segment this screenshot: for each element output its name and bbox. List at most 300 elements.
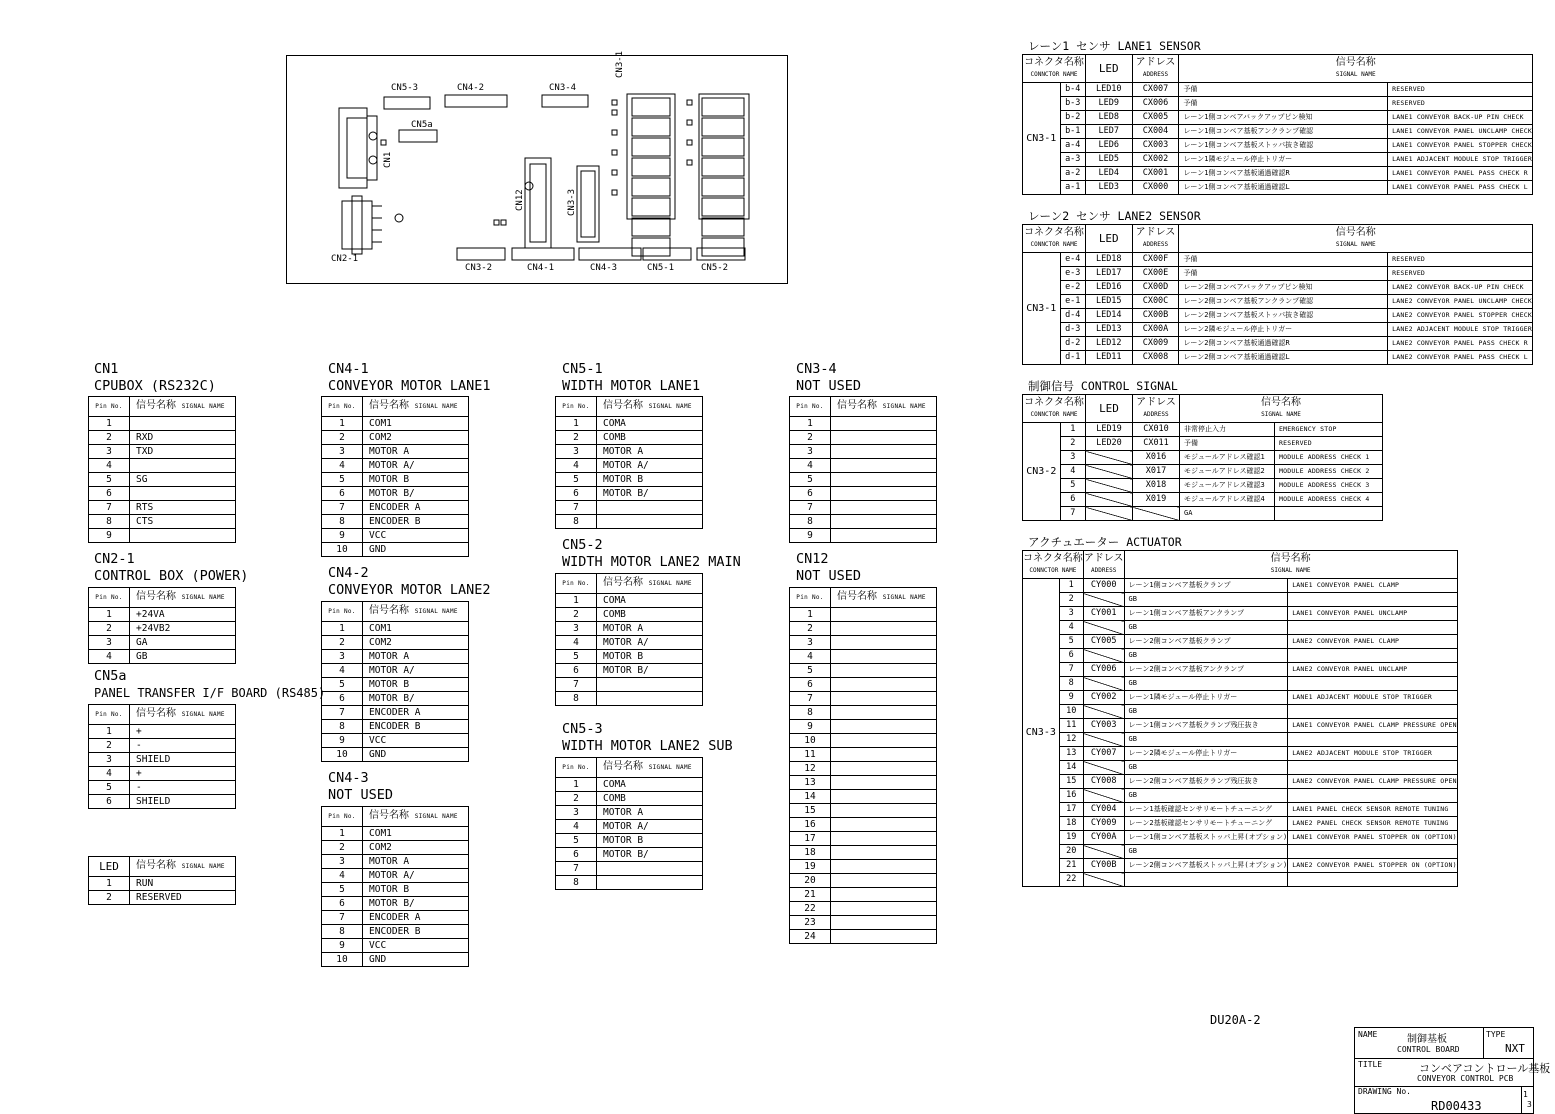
table-row	[790, 902, 937, 916]
led-id	[1086, 451, 1133, 465]
pin-number: 5	[556, 834, 597, 848]
pin-number: 8	[790, 515, 831, 529]
led-header: LED	[1086, 395, 1133, 423]
address-header-en: ADDRESS	[1091, 566, 1117, 574]
table-row	[322, 869, 469, 883]
address	[1083, 677, 1124, 691]
table-row	[790, 650, 937, 664]
signal-jp: モジュールアドレス確認1	[1180, 451, 1275, 465]
pin-id: 7	[1059, 663, 1083, 677]
pin-number: 15	[790, 804, 831, 818]
table-row	[1023, 593, 1458, 607]
pin-number: 7	[556, 862, 597, 876]
table-row	[89, 739, 236, 753]
signal-en: LANE2 CONVEYOR PANEL UNCLAMP CHECK	[1388, 295, 1533, 309]
address: X019	[1133, 493, 1180, 507]
table-row	[790, 664, 937, 678]
address: CX008	[1132, 351, 1179, 365]
signal-jp: モジュールアドレス確認3	[1180, 479, 1275, 493]
signal-en	[1275, 507, 1383, 521]
table-row	[1023, 761, 1458, 775]
table-row	[322, 650, 469, 664]
connector-header	[1023, 225, 1086, 253]
pin-id: 8	[1059, 677, 1083, 691]
table-row	[1023, 309, 1533, 323]
actuator-table	[1022, 550, 1458, 887]
table-row	[790, 431, 937, 445]
pin-id: 19	[1059, 831, 1083, 845]
pin-number: 9	[322, 734, 363, 748]
signal-name	[831, 902, 937, 916]
signal-header	[597, 397, 703, 417]
table-row	[1023, 747, 1458, 761]
signal-header-jp: 信号名称	[837, 400, 877, 411]
pin-id: e-4	[1060, 253, 1085, 267]
address: CY000	[1083, 579, 1124, 593]
signal-name: MOTOR B	[363, 678, 469, 692]
signal-name	[597, 876, 703, 890]
pin-id: 3	[1060, 451, 1085, 465]
pin-number: 7	[790, 692, 831, 706]
table-row	[556, 778, 703, 792]
table-row	[1023, 775, 1458, 789]
name-en: CONTROL BOARD	[1397, 1045, 1460, 1054]
table-row	[1023, 705, 1458, 719]
pin-id: d-4	[1060, 309, 1085, 323]
table-row	[1023, 817, 1458, 831]
signal-name	[831, 431, 937, 445]
table-row	[89, 650, 236, 664]
address: CX00E	[1132, 267, 1179, 281]
pin-number: 21	[790, 888, 831, 902]
signal-name: TXD	[130, 445, 236, 459]
title-en: CONVEYOR CONTROL PCB	[1417, 1074, 1514, 1083]
pin-id: 6	[1059, 649, 1083, 663]
signal-name	[831, 846, 937, 860]
signal-en	[1288, 649, 1458, 663]
signal-en: LANE1 CONVEYOR PANEL UNCLAMP CHECK	[1388, 125, 1533, 139]
pin-id: 15	[1059, 775, 1083, 789]
signal-header-jp: 信号名称	[369, 605, 409, 616]
address-header-jp: アドレス	[1083, 552, 1124, 564]
signal-name	[831, 501, 937, 515]
table-row	[322, 734, 469, 748]
pin-number: 2	[556, 608, 597, 622]
table-row	[322, 953, 469, 967]
pin-header	[790, 397, 831, 417]
signal-jp: レーン1側コンベア基板アンクランプ	[1124, 607, 1288, 621]
signal-name	[130, 487, 236, 501]
address: CX005	[1132, 111, 1179, 125]
table-row	[1023, 719, 1458, 733]
table-row	[89, 431, 236, 445]
address: CY005	[1083, 635, 1124, 649]
pcb-outline-graphic	[287, 56, 787, 283]
pin-number: 1	[89, 417, 130, 431]
pin-id: 16	[1059, 789, 1083, 803]
led-id: LED15	[1085, 295, 1132, 309]
pin-id: e-3	[1060, 267, 1085, 281]
pin-number: 6	[89, 795, 130, 809]
signal-header	[1124, 551, 1457, 579]
table-row	[790, 515, 937, 529]
signal-name: COMB	[597, 608, 703, 622]
signal-en: RESERVED	[1388, 97, 1533, 111]
signal-header	[1179, 225, 1533, 253]
board-label: CN1	[383, 151, 393, 168]
pin-number: 8	[322, 515, 363, 529]
pin-number: 22	[790, 902, 831, 916]
signal-name: MOTOR B	[363, 473, 469, 487]
table-row	[790, 818, 937, 832]
table-row	[1023, 649, 1458, 663]
signal-jp: レーン1隣モジュール停止トリガー	[1179, 153, 1388, 167]
signal-header-en: SIGNAL NAME	[414, 608, 458, 615]
signal-jp: レーン1側コンベア基板アンクランプ確認	[1179, 125, 1388, 139]
type-label: TYPE	[1486, 1030, 1506, 1039]
pin-header-label: Pin No.	[562, 580, 590, 587]
signal-name	[831, 692, 937, 706]
led-id: LED13	[1085, 323, 1132, 337]
address	[1083, 705, 1124, 719]
pin-number: 2	[322, 636, 363, 650]
signal-header-en: SIGNAL NAME	[414, 403, 458, 410]
cn43-pin-table	[321, 806, 469, 967]
table-row	[1023, 451, 1383, 465]
board-label: CN5-2	[701, 263, 729, 273]
pin-number: 3	[556, 622, 597, 636]
signal-name: COMB	[597, 792, 703, 806]
cn34-pin-table	[789, 396, 937, 543]
table-row	[1023, 845, 1458, 859]
table-row	[322, 664, 469, 678]
led-header: LED	[1085, 55, 1132, 83]
pin-number: 6	[556, 664, 597, 678]
pin-number: 5	[556, 473, 597, 487]
cn34-heading: CN3-4 NOT USED	[796, 361, 862, 394]
table-row	[790, 790, 937, 804]
signal-name	[831, 874, 937, 888]
pin-number: 2	[89, 739, 130, 753]
address	[1083, 593, 1124, 607]
cn5a-heading: CN5a PANEL TRANSFER I/F BOARD (RS485)	[94, 668, 326, 700]
signal-jp: レーン2側コンベア基板アンクランプ確認	[1179, 295, 1388, 309]
signal-en: LANE1 ADJACENT MODULE STOP TRIGGER	[1288, 691, 1458, 705]
table-row	[790, 776, 937, 790]
pin-number: 19	[790, 860, 831, 874]
address	[1083, 761, 1124, 775]
signal-name: VCC	[363, 529, 469, 543]
table-row	[89, 891, 236, 905]
table-row	[790, 692, 937, 706]
led-header: LED	[89, 857, 130, 877]
address-header	[1132, 225, 1179, 253]
signal-name	[831, 529, 937, 543]
signal-name: GB	[130, 650, 236, 664]
address	[1083, 621, 1124, 635]
pin-number: 4	[322, 869, 363, 883]
pin-number: 9	[790, 529, 831, 543]
signal-name: MOTOR B	[597, 650, 703, 664]
signal-jp: GB	[1124, 621, 1288, 635]
table-row	[322, 487, 469, 501]
table-row	[556, 608, 703, 622]
table-row	[556, 862, 703, 876]
led-id: LED3	[1085, 181, 1132, 195]
signal-name	[831, 790, 937, 804]
signal-en	[1288, 593, 1458, 607]
signal-jp: レーン1側コンベア基板通過確認L	[1179, 181, 1388, 195]
address: CX00B	[1132, 309, 1179, 323]
led-id: LED11	[1085, 351, 1132, 365]
address: CX001	[1132, 167, 1179, 181]
led-id: LED17	[1085, 267, 1132, 281]
address: CX003	[1132, 139, 1179, 153]
pin-id: 1	[1059, 579, 1083, 593]
cn53-pin-table	[555, 757, 703, 890]
signal-name: -	[130, 781, 236, 795]
pin-number: 4	[556, 459, 597, 473]
signal-header-en: SIGNAL NAME	[1335, 240, 1376, 248]
pin-number: 9	[89, 529, 130, 543]
led-id: LED19	[1086, 423, 1133, 437]
table-row	[89, 473, 236, 487]
signal-name	[831, 888, 937, 902]
signal-name	[831, 487, 937, 501]
address: CX007	[1132, 83, 1179, 97]
connector-header-en: CONNCTOR NAME	[1029, 566, 1077, 574]
address: X016	[1133, 451, 1180, 465]
pin-number: 8	[322, 720, 363, 734]
pin-number: 4	[89, 459, 130, 473]
table-row	[1023, 295, 1533, 309]
cn53-heading: CN5-3 WIDTH MOTOR LANE2 SUB	[562, 721, 733, 754]
header-row	[790, 588, 937, 608]
signal-name	[831, 650, 937, 664]
signal-en: LANE2 CONVEYOR PANEL CLAMP	[1288, 635, 1458, 649]
pin-id: 4	[1059, 621, 1083, 635]
address-header-en: ADDRESS	[1142, 240, 1169, 248]
table-row	[790, 832, 937, 846]
board-label: CN5a	[411, 120, 433, 130]
signal-name	[831, 636, 937, 650]
lane2-heading: レーン2 センサ LANE2 SENSOR	[1028, 209, 1201, 223]
table-row	[1023, 423, 1383, 437]
table-row	[1023, 281, 1533, 295]
table-row	[556, 834, 703, 848]
connector-header-jp: コネクタ名称	[1024, 56, 1084, 68]
signal-header	[597, 758, 703, 778]
led-id	[1086, 479, 1133, 493]
pin-number: 6	[556, 848, 597, 862]
pin-number: 6	[322, 897, 363, 911]
led-id: LED18	[1085, 253, 1132, 267]
pin-header-label: Pin No.	[95, 594, 123, 601]
signal-name: MOTOR A/	[597, 636, 703, 650]
signal-name: MOTOR A	[597, 445, 703, 459]
signal-jp: レーン1側コンベア基板ストッパ上昇(オプション)	[1124, 831, 1288, 845]
pin-id: a-1	[1060, 181, 1085, 195]
signal-header-en: SIGNAL NAME	[1261, 410, 1301, 418]
address: CY008	[1083, 775, 1124, 789]
pin-number: 16	[790, 818, 831, 832]
table-row	[790, 417, 937, 431]
table-row	[1023, 337, 1533, 351]
table-row	[1023, 579, 1458, 593]
led-id: LED9	[1085, 97, 1132, 111]
signal-jp: モジュールアドレス確認2	[1180, 465, 1275, 479]
pin-id: 4	[1060, 465, 1085, 479]
signal-name	[130, 529, 236, 543]
table-row	[322, 911, 469, 925]
signal-jp: GB	[1124, 705, 1288, 719]
table-row	[790, 860, 937, 874]
signal-name: MOTOR B/	[363, 897, 469, 911]
pin-number: 6	[322, 692, 363, 706]
address: CY009	[1083, 817, 1124, 831]
signal-en: LANE1 CONVEYOR PANEL STOPPER CHECK	[1388, 139, 1533, 153]
table-row	[322, 692, 469, 706]
signal-en	[1288, 677, 1458, 691]
address-header	[1133, 395, 1180, 423]
signal-jp: 予備	[1179, 267, 1388, 281]
header-row	[89, 397, 236, 417]
header-row	[556, 574, 703, 594]
connector-header-en: CONNCTOR NAME	[1030, 410, 1078, 418]
table-row	[1023, 139, 1533, 153]
signal-name	[831, 860, 937, 874]
cn21-heading: CN2-1 CONTROL BOX (POWER)	[94, 551, 249, 584]
cn1-heading: CN1 CPUBOX (RS232C)	[94, 361, 216, 394]
signal-name	[831, 678, 937, 692]
pin-id: a-3	[1060, 153, 1085, 167]
table-row	[790, 734, 937, 748]
table-row	[322, 529, 469, 543]
table-row	[1023, 253, 1533, 267]
signal-name	[831, 818, 937, 832]
pin-number: 2	[322, 841, 363, 855]
signal-name: ENCODER B	[363, 925, 469, 939]
pin-number: 3	[556, 445, 597, 459]
address-header-en: ADDRESS	[1143, 410, 1169, 418]
pin-number: 3	[89, 753, 130, 767]
pin-header-label: Pin No.	[562, 764, 590, 771]
signal-header	[130, 705, 236, 725]
table-row	[89, 501, 236, 515]
signal-header-en: SIGNAL NAME	[181, 863, 225, 870]
pin-number: 12	[790, 762, 831, 776]
signal-en: RESERVED	[1388, 83, 1533, 97]
led-id	[1086, 465, 1133, 479]
signal-name	[831, 776, 937, 790]
table-row	[322, 827, 469, 841]
connector-name: CN3-1	[1023, 253, 1061, 365]
signal-name: SHIELD	[130, 795, 236, 809]
cn41-pin-table	[321, 396, 469, 557]
table-row	[1023, 691, 1458, 705]
signal-name: GA	[130, 636, 236, 650]
table-row	[1023, 351, 1533, 365]
signal-header-jp: 信号名称	[369, 400, 409, 411]
signal-name: ENCODER A	[363, 911, 469, 925]
pin-number: 8	[790, 706, 831, 720]
pin-number: 5	[790, 473, 831, 487]
signal-name	[831, 608, 937, 622]
signal-header-jp: 信号名称	[136, 708, 176, 719]
signal-en: EMERGENCY STOP	[1275, 423, 1383, 437]
signal-name	[831, 832, 937, 846]
cn41-heading: CN4-1 CONVEYOR MOTOR LANE1	[328, 361, 491, 394]
signal-header-en: SIGNAL NAME	[1270, 566, 1311, 574]
pin-id: 11	[1059, 719, 1083, 733]
pin-id: e-2	[1060, 281, 1085, 295]
signal-name	[831, 515, 937, 529]
board-label: CN3-3	[567, 188, 577, 216]
table-row	[322, 678, 469, 692]
pin-id: b-4	[1060, 83, 1085, 97]
table-row	[322, 855, 469, 869]
table-row	[322, 501, 469, 515]
signal-name	[831, 762, 937, 776]
pin-id: d-3	[1060, 323, 1085, 337]
table-row	[89, 622, 236, 636]
lane1-heading: レーン1 センサ LANE1 SENSOR	[1028, 39, 1201, 53]
signal-name	[831, 804, 937, 818]
pin-number: 7	[322, 501, 363, 515]
signal-jp: レーン1側コンベア基板クランプ	[1124, 579, 1288, 593]
table-row	[556, 636, 703, 650]
pin-number: 23	[790, 916, 831, 930]
table-row	[1023, 507, 1383, 521]
connector-header-jp: コネクタ名称	[1023, 552, 1083, 564]
signal-name: MOTOR A	[597, 622, 703, 636]
pin-id: 22	[1059, 873, 1083, 887]
signal-header	[130, 397, 236, 417]
signal-name	[831, 473, 937, 487]
pin-number: 3	[89, 445, 130, 459]
pin-header	[89, 588, 130, 608]
signal-jp	[1124, 873, 1288, 887]
signal-name	[597, 678, 703, 692]
header-row	[1023, 551, 1458, 579]
table-row	[1023, 621, 1458, 635]
address-header-jp: アドレス	[1136, 396, 1176, 408]
signal-en: LANE2 CONVEYOR PANEL STOPPER ON (OPTION)	[1288, 859, 1458, 873]
signal-en: MODULE ADDRESS CHECK 4	[1275, 493, 1383, 507]
pin-id: 21	[1059, 859, 1083, 873]
signal-en: RESERVED	[1388, 267, 1533, 281]
table-row	[89, 795, 236, 809]
address-header-en: ADDRESS	[1142, 70, 1169, 78]
pin-number: 7	[556, 678, 597, 692]
drawing-number: RD00433	[1431, 1099, 1482, 1113]
led-id: LED12	[1085, 337, 1132, 351]
lane1-sensor-table	[1022, 54, 1533, 195]
table-row	[790, 804, 937, 818]
pin-number: 10	[790, 734, 831, 748]
act-heading: アクチュエーター ACTUATOR	[1028, 535, 1182, 549]
pin-number: 1	[556, 594, 597, 608]
signal-name: MOTOR B/	[597, 848, 703, 862]
signal-en	[1288, 873, 1458, 887]
signal-jp: レーン2隣モジュール停止トリガー	[1124, 747, 1288, 761]
address	[1083, 873, 1124, 887]
table-row	[1023, 493, 1383, 507]
signal-jp: レーン2側コンベア基板通過確認L	[1179, 351, 1388, 365]
pin-header	[322, 807, 363, 827]
signal-header	[597, 574, 703, 594]
lane2-sensor-table	[1022, 224, 1533, 365]
